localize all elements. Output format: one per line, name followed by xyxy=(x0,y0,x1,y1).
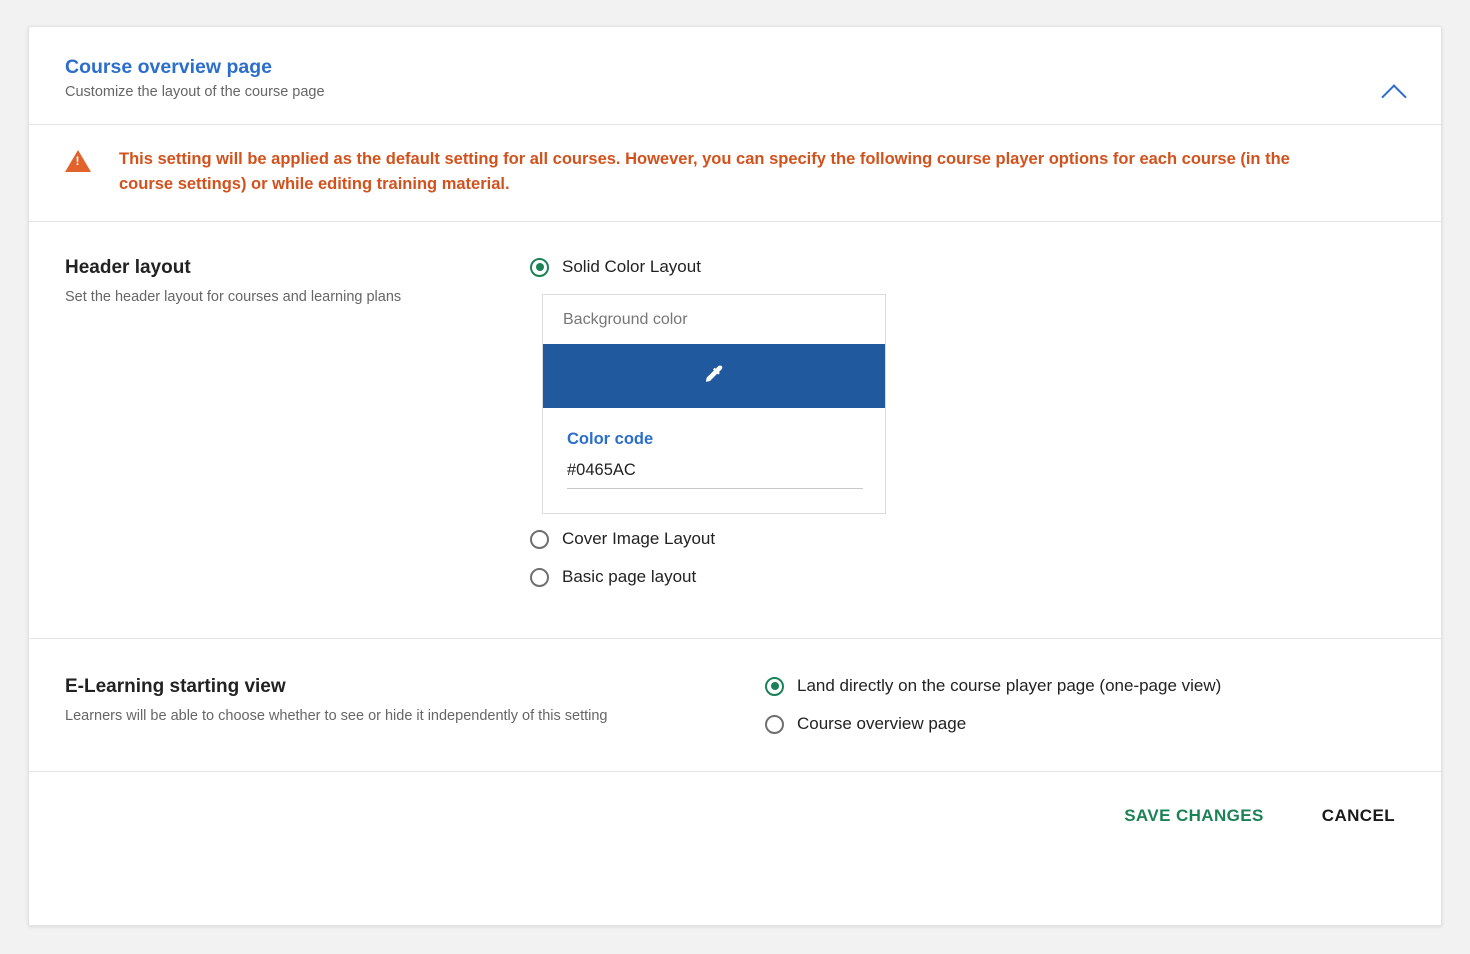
radio-course-overview-page[interactable] xyxy=(765,713,1405,735)
card-header xyxy=(29,27,1441,125)
radio-label: Solid Color Layout xyxy=(562,257,701,276)
elearning-view-description: Learners will be able to choose whether to see or hide it independently of this setting xyxy=(65,708,608,724)
warning-triangle-icon xyxy=(65,150,95,172)
cancel-button[interactable]: CANCEL xyxy=(1312,798,1405,834)
eyedropper-icon xyxy=(701,363,727,389)
radio-icon xyxy=(765,715,784,734)
color-swatch-button[interactable] xyxy=(543,344,885,408)
background-color-picker xyxy=(542,294,886,514)
header-layout-description: Set the header layout for courses and learning plans xyxy=(65,289,402,305)
radio-label: Course overview page xyxy=(797,714,967,733)
page-subtitle: Customize the layout of the course page xyxy=(65,84,325,100)
warning-banner xyxy=(29,125,1441,222)
card-footer xyxy=(29,772,1441,860)
header-layout-section xyxy=(29,222,1441,639)
color-code-input[interactable] xyxy=(567,459,863,489)
radio-icon-selected xyxy=(530,258,549,277)
save-changes-button[interactable]: SAVE CHANGES xyxy=(1114,798,1274,834)
elearning-view-options xyxy=(765,675,1405,735)
chevron-up-icon[interactable] xyxy=(1377,75,1411,109)
elearning-view-label: E-Learning starting view xyxy=(65,676,286,697)
background-color-title: Background color xyxy=(563,311,688,328)
radio-cover-image-layout[interactable] xyxy=(530,528,1405,550)
radio-label: Basic page layout xyxy=(562,567,697,586)
radio-icon xyxy=(530,568,549,587)
radio-label: Land directly on the course player page (one-page view) xyxy=(797,676,1222,695)
radio-icon-selected xyxy=(765,677,784,696)
radio-land-on-player-page[interactable] xyxy=(765,675,1405,697)
radio-label: Cover Image Layout xyxy=(562,529,716,548)
radio-icon xyxy=(530,530,549,549)
radio-basic-page-layout[interactable] xyxy=(530,566,1405,588)
course-overview-settings-card xyxy=(28,26,1442,926)
header-layout-label: Header layout xyxy=(65,257,191,278)
warning-text: This setting will be applied as the default setting for all courses. However, you can specify the following course player options for each course (in the course settings) or while editing training material. xyxy=(119,150,1290,193)
header-layout-info xyxy=(65,256,530,604)
color-code-area xyxy=(543,408,885,513)
color-code-label: Color code xyxy=(567,430,654,448)
header-layout-options xyxy=(530,256,1405,604)
elearning-view-info xyxy=(65,675,765,735)
chevron-up-glyph xyxy=(1381,84,1406,109)
page-title: Course overview page xyxy=(65,56,272,78)
elearning-starting-view-section xyxy=(29,639,1441,772)
radio-solid-color-layout[interactable] xyxy=(530,256,1405,278)
